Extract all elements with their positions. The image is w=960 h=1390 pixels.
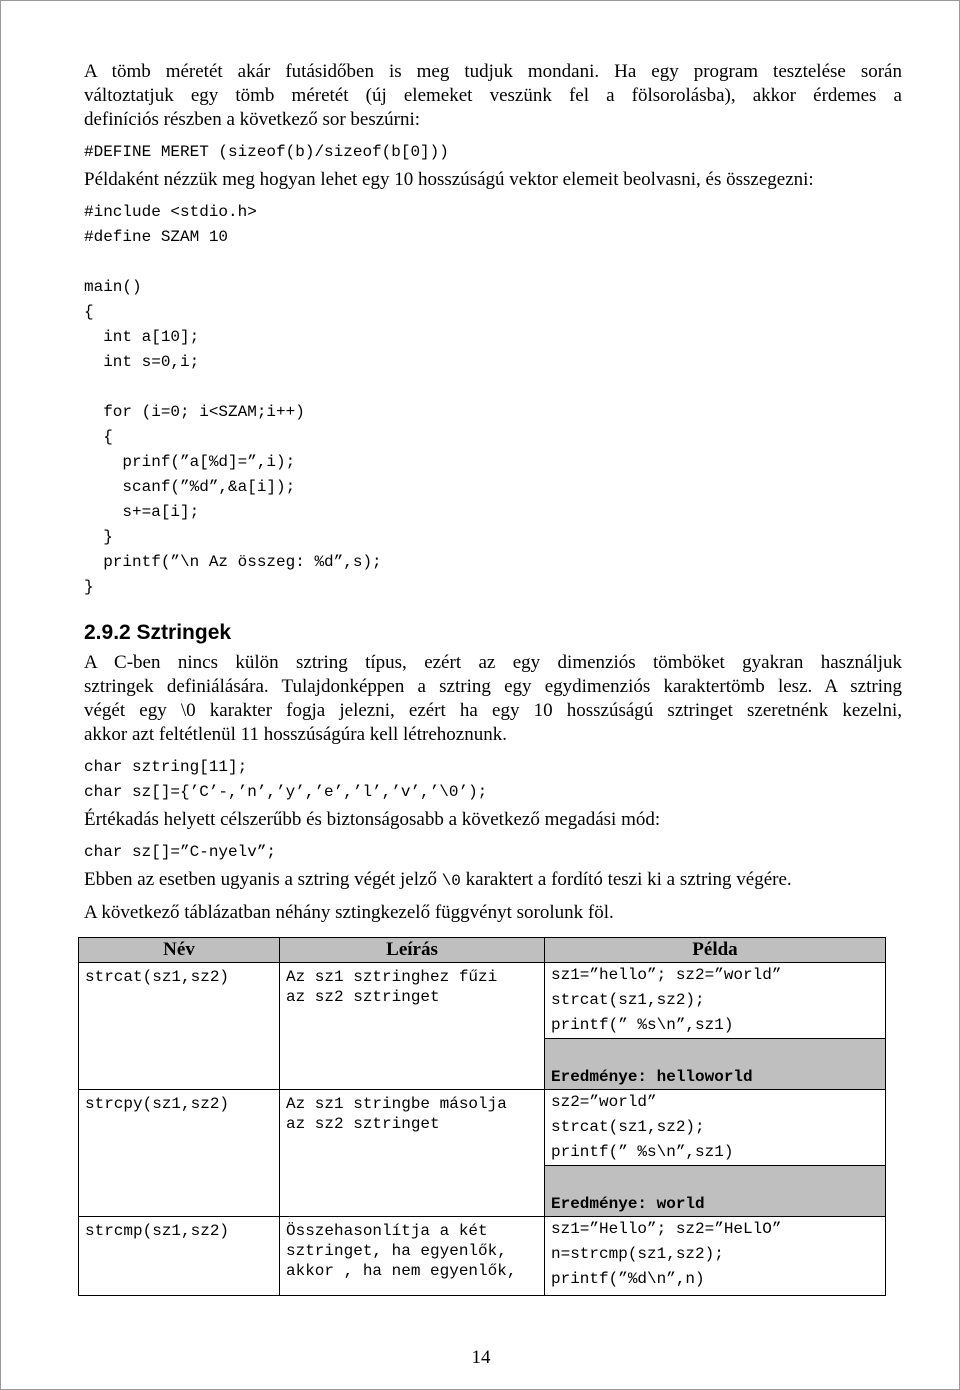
code-line: int a[10]; <box>84 328 200 346</box>
function-desc-cell <box>280 963 545 1090</box>
function-name: strcat(sz1,sz2) <box>85 968 230 986</box>
example-cell <box>545 963 886 1039</box>
code-line: int s=0,i; <box>84 353 200 371</box>
table-intro-text: A következő táblázatban néhány sztingkezelő függvényt sorolunk föl. <box>84 902 614 923</box>
function-description: Az sz1 sztringhez fűzi az sz2 sztringet <box>286 968 498 1006</box>
function-description: Összehasonlítja a két sztringet, ha egyenlők, akkor , ha nem egyenlők, <box>286 1222 517 1280</box>
table-row <box>79 1090 886 1166</box>
code-line: } <box>84 578 94 596</box>
table-header-cell: Név <box>79 938 280 963</box>
result-cell <box>545 1039 886 1090</box>
example-line: sz1=”hello”; sz2=”world” <box>551 966 782 984</box>
table-row <box>79 1217 886 1296</box>
note-text-before: Ebben az esetben ugyanis a sztring végét jelző <box>84 869 442 890</box>
example-cell <box>545 1217 886 1296</box>
result-text: Eredménye: world <box>551 1195 705 1213</box>
result-cell <box>545 1166 886 1217</box>
code-line: #include <stdio.h> <box>84 203 257 221</box>
note-inline-code: \0 <box>441 872 461 890</box>
code-line: prinf(”a[%d]=”,i); <box>84 453 296 471</box>
code-line: printf(”\n Az összeg: %d”,s); <box>84 553 382 571</box>
section-line: akkor azt feltétlenül 11 hosszúságúra kell létrehoznunk. <box>84 724 507 745</box>
code-line: { <box>84 303 94 321</box>
section-heading: 2.9.2 Sztringek <box>84 621 232 644</box>
page-number: 14 <box>471 1347 491 1368</box>
function-desc-cell <box>280 1217 545 1296</box>
example-line: strcat(sz1,sz2); <box>551 991 705 1009</box>
table-row <box>79 963 886 1039</box>
note-text <box>84 868 792 893</box>
example-line: sz2=”world” <box>551 1093 657 1111</box>
function-name-cell <box>79 963 280 1090</box>
example-line: sz1=”Hello”; sz2=”HeLlO” <box>551 1220 782 1238</box>
define-code-line: #DEFINE MERET (sizeof(b)/sizeof(b[0])) <box>84 143 449 161</box>
code-line: for (i=0; i<SZAM;i++) <box>84 403 305 421</box>
intro-line: A tömb méretét akár futásidőben is meg tudjuk mondani. Ha egy program tesztelése során <box>84 61 902 82</box>
section-line: A C-ben nincs külön sztring típus, ezért az egy dimenziós tömböket gyakran használjuk <box>84 652 902 673</box>
function-name-cell <box>79 1217 280 1296</box>
table-header-row <box>79 938 886 963</box>
code-line: } <box>84 528 113 546</box>
string-functions-table <box>78 937 886 1296</box>
example-intro-text: Példaként nézzük meg hogyan lehet egy 10 hosszúságú vektor elemeit beolvasni, és összegezni: <box>84 169 814 190</box>
section-line: sztringek definiálására. Tulajdonképpen a sztring egy egydimenziós karaktertömb lesz. A sztring <box>84 676 902 697</box>
example-line: printf(” %s\n”,sz1) <box>551 1016 734 1034</box>
intro-line: változtatjuk egy tömb méretét (új elemeket veszünk fel a fölsorolásba), akkor érdemes a <box>84 85 902 106</box>
code-line: scanf(”%d”,&a[i]); <box>84 478 296 496</box>
note-text-after: karaktert a fordító teszi ki a sztring végére. <box>460 869 792 890</box>
function-name: strcmp(sz1,sz2) <box>85 1222 230 1240</box>
example-line: strcat(sz1,sz2); <box>551 1118 705 1136</box>
intro-paragraph <box>84 60 902 132</box>
function-name-cell <box>79 1090 280 1217</box>
example-cell <box>545 1090 886 1166</box>
example-line: printf(” %s\n”,sz1) <box>551 1143 734 1161</box>
section-line: végét egy \0 karakter fogja jelezni, ezért ha egy 10 hosszúságú sztringet szeretnénk kezelni, <box>84 700 902 721</box>
section-paragraph <box>84 651 902 747</box>
assign-code-line: char sz[]=”C-nyelv”; <box>84 843 277 861</box>
assign-text: Értékadás helyett célszerűbb és biztonságosabb a következő megadási mód: <box>84 809 661 830</box>
code-line: { <box>84 428 113 446</box>
code-line: char sz[]={’C’-,’n’,’y’,’e’,’l’,’v’,’\0’); <box>84 783 488 801</box>
code-line: s+=a[i]; <box>84 503 200 521</box>
code-line: main() <box>84 278 142 296</box>
result-text: Eredménye: helloworld <box>551 1068 753 1086</box>
code-line: #define SZAM 10 <box>84 228 229 246</box>
example-line: printf(”%d\n”,n) <box>551 1270 705 1288</box>
intro-line: definíciós részben a következő sor beszúrni: <box>84 109 421 130</box>
table-header-cell: Példa <box>545 938 886 963</box>
function-description: Az sz1 stringbe másolja az sz2 sztringet <box>286 1095 507 1133</box>
function-name: strcpy(sz1,sz2) <box>85 1095 230 1113</box>
code-line: char sztring[11]; <box>84 758 248 776</box>
example-line: n=strcmp(sz1,sz2); <box>551 1245 724 1263</box>
table-header-cell: Leírás <box>280 938 545 963</box>
function-desc-cell <box>280 1090 545 1217</box>
